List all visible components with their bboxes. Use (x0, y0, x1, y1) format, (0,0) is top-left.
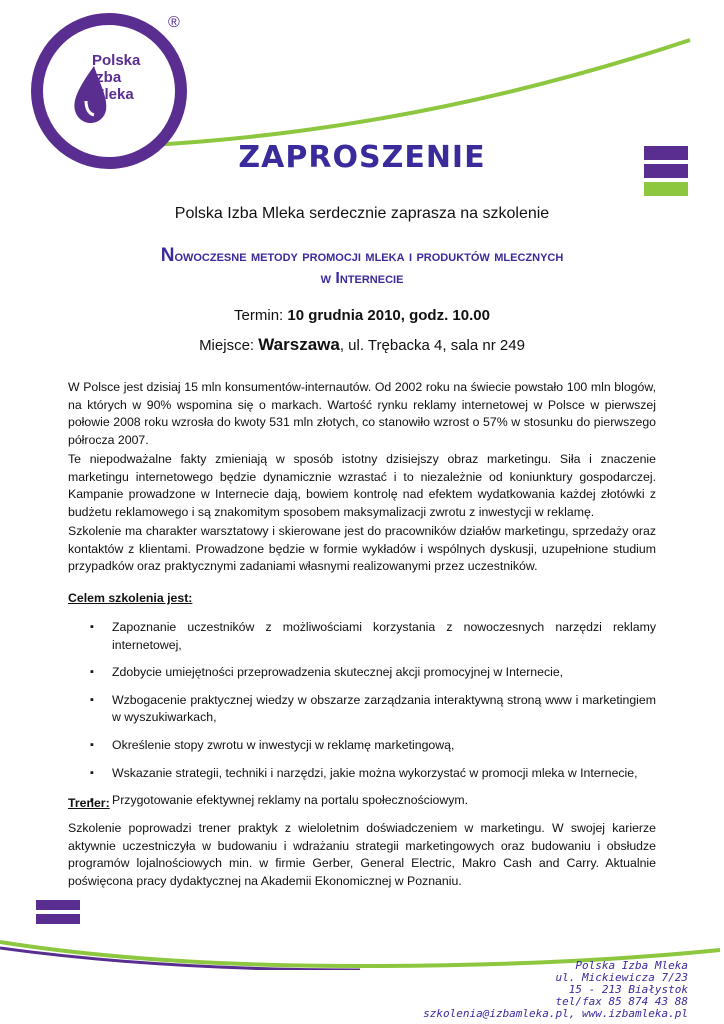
termin (0, 307, 724, 324)
miejsce (0, 335, 724, 355)
logo-text (92, 52, 140, 103)
footer-phone: tel/fax 85 874 43 88 (555, 995, 688, 1008)
paragraph-trainer: Szkolenie poprowadzi trener praktyk z wieloletnim doświadczeniem w marketingu. W swojej karierze aktywnie uczestniczyła w budowaniu i wdrażaniu strategii marketingowych oraz budowaniu i obsłudze programów lojalnościowych min. w firmie Gerber, General Electric, Makro Cash and Carry. Aktualnie poświęcona pracy dydaktycznej na Akademii Ekonomicznej w Poznaniu. (68, 821, 656, 888)
course-title-rest: owoczesne metody promocji mleka i produktów mlecznych (174, 248, 564, 265)
course-title-line-2 (0, 270, 724, 288)
termin-label: Termin: (234, 307, 288, 324)
footer-contact: szkolenia@izbamleka.pl, www.izbamleka.pl (423, 1007, 688, 1020)
logo-line-3: Mleka (92, 86, 134, 103)
deco-bar (36, 900, 80, 910)
invite-text: Polska Izba Mleka serdecznie zaprasza na szkolenie (174, 205, 550, 222)
deco-bars-footer (36, 900, 80, 928)
miejsce-rest: , ul. Trębacka 4, sala nr 249 (339, 337, 525, 354)
list-item: ▪ Wskazanie strategii, techniki i narzędzi, jakie można wykorzystać w promocji mleka w Internecie, (90, 765, 656, 783)
footer-address (423, 960, 688, 1020)
goals-heading: Celem szkolenia jest: (68, 591, 193, 605)
paragraph-1: W Polsce jest dzisiaj 15 mln konsumentów-internautów. Od 2002 roku na świecie powstało 100 mln blogów, na których w 90% wspomina się o markach. Wartość rynku reklamy internetowej w Polsce w pierwszej połowie 2008 roku wzrosła do kwoty 531 mln złotych, co stanowiło wzrost o 57% w stosunku do pierwszego półrocza 2007. (68, 380, 656, 447)
footer-city: 15 - 213 Białystok (568, 983, 688, 996)
trainer-heading: Trener: (68, 796, 110, 810)
miejsce-label: Miejsce: (199, 337, 259, 354)
logo-line-2: Izba (92, 69, 122, 86)
list-item: ▪ Wzbogacenie praktycznej wiedzy w obszarze zarządzania interaktywną stroną www i marketingiem w wyszukiwarkach, (90, 692, 656, 727)
list-item: ▪ Przygotowanie efektywnej reklamy na portalu społecznościowym. (90, 792, 656, 810)
course-title-line-1 (0, 245, 724, 267)
page-title: ZAPROSZENIE (238, 140, 486, 175)
course-title-initial: N (160, 245, 175, 266)
miejsce-city: Warszawa (258, 335, 340, 354)
list-item: ▪ Zapoznanie uczestników z możliwościami korzystania z nowoczesnych narzędzi reklamy internetowej, (90, 619, 656, 654)
goals-list (90, 619, 656, 820)
paragraph-2: Te niepodważalne fakty zmieniają w sposób istotny dzisiejszy obraz marketingu. Siła i znaczenie marketingu internetowego będzie dynamicznie wzrastać i to niezależnie od koniunktury gospodarczej. Kampanie prowadzone w Internecie dają, bowiem kontrolę nad efektem wydatkowania każdej złotówki z budżetu reklamowego i są znakomitym sposobem maksymalizacji zwrotu z inwestycji w reklamę. (68, 452, 656, 519)
course-title-line2-initial: w I (320, 270, 340, 287)
registered-mark: ® (168, 14, 180, 31)
deco-bar (644, 182, 688, 196)
logo-line-1: Polska (92, 52, 141, 69)
deco-bar (36, 914, 80, 924)
termin-value: 10 grudnia 2010, godz. 10.00 (287, 307, 490, 324)
list-item: ▪ Określenie stopy zwrotu w inwestycji w reklamę marketingową, (90, 737, 656, 755)
footer-org: Polska Izba Mleka (575, 959, 688, 972)
course-title-line2-rest: nternecie (339, 270, 404, 287)
paragraph-3: Szkolenie ma charakter warsztatowy i skierowane jest do pracowników działów marketingu, sprzedaży oraz kontaktów z klientami. Prowadzone będzie w formie wykładów i wspólnych dyskusji, uzupełnione studium przypadków oraz praktycznymi zadaniami własnymi realizowanymi przez uczestników. (68, 524, 656, 574)
footer-street: ul. Mickiewicza 7/23 (555, 971, 688, 984)
list-item: ▪ Zdobycie umiejętności przeprowadzenia skutecznej akcji promocyjnej w Internecie, (90, 664, 656, 682)
